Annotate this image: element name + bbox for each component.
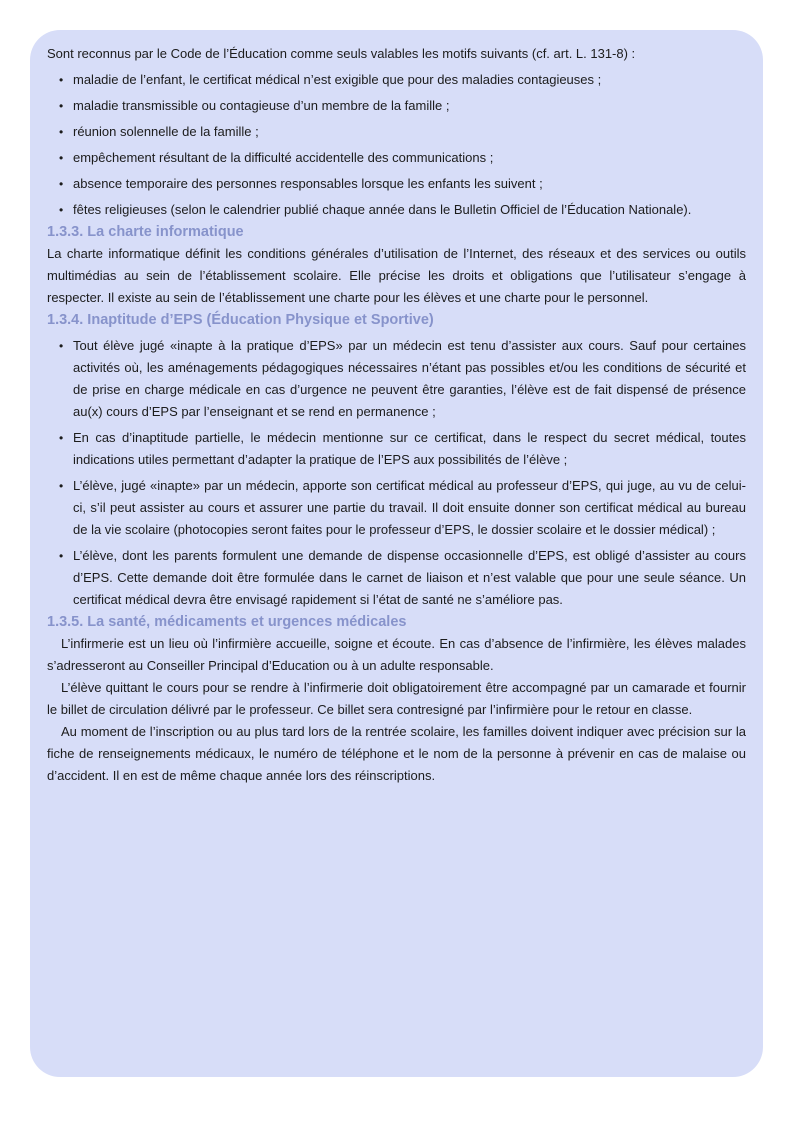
sante-paragraph: Au moment de l’inscription ou au plus tard lors de la rentrée scolaire, les familles doivent indiquer avec précision sur la fiche de renseignements médicaux, le numéro de téléphone et le nom de la personne à prévenir en cas de malaise ou d’accident. Il en est de même chaque année lors des réinscriptions.	[47, 724, 746, 783]
section-heading-133: 1.3.3. La charte informatique	[47, 224, 244, 240]
motif-item: • fêtes religieuses (selon le calendrier publié chaque année dans le Bulletin Officiel de l’Éducation Nationale).	[47, 199, 746, 221]
section-heading-135: 1.3.5. La santé, médicaments et urgences médicales	[47, 614, 407, 630]
intro-paragraph: Sont reconnus par le Code de l’Éducation comme seuls valables les motifs suivants (cf. art. L. 131-8) :	[47, 46, 636, 61]
eps-list	[47, 335, 746, 611]
motif-item: • absence temporaire des personnes responsables lorsque les enfants les suivent ;	[47, 173, 746, 195]
motif-item: • maladie de l’enfant, le certificat médical n’est exigible que pour des maladies contagieuses ;	[47, 69, 746, 91]
eps-item: • L’élève, dont les parents formulent une demande de dispense occasionnelle d’EPS, est obligé d’assister au cours d’EPS. Cette demande doit être formulée dans le carnet de liaison et n’est valable que pour une seule séance. Un certificat médical devra être envisagé rapidement si l’état de santé ne s’améliore pas.	[47, 545, 746, 611]
eps-item: • L’élève, jugé «inapte» par un médecin, apporte son certificat médical au professeur d’EPS, qui juge, au vu de celui-ci, s’il peut assister au cours et assurer une partie du travail. Il doit ensuite donner son certificat médical au bureau de la vie scolaire (photocopies seront faites pour le professeur d’EPS, le dossier scolaire et le dossier médical) ;	[47, 475, 746, 541]
section-133-paragraph: La charte informatique définit les conditions générales d’utilisation de l’Internet, des réseaux et des services ou outils multimédias au sein de l’établissement scolaire. Elle précise les droits et obligations que l’utilisateur s’engage à respecter. Il existe au sein de l’établissement une charte pour les élèves et une charte pour le personnel.	[47, 246, 746, 305]
motifs-list	[47, 69, 746, 221]
eps-item: • En cas d’inaptitude partielle, le médecin mentionne sur ce certificat, dans le respect du secret médical, toutes indications utiles permettant d’adapter la pratique de l’EPS aux possibilités de l’élève ;	[47, 427, 746, 471]
eps-item: • Tout élève jugé «inapte à la pratique d’EPS» par un médecin est tenu d’assister aux cours. Sauf pour certaines activités où, les aménagements pédagogiques nécessaires n’étant pas possibles et/ou les conditions de sécurité et de prise en charge médicale en cas d’urgence ne peuvent être garanties, l’élève est de fait dispensé de présence au(x) cours d’EPS par l’enseignant et se rend en permanence ;	[47, 335, 746, 423]
motif-item: • empêchement résultant de la difficulté accidentelle des communications ;	[47, 147, 746, 169]
sante-paragraph: L’infirmerie est un lieu où l’infirmière accueille, soigne et écoute. En cas d’absence de l’infirmière, les élèves malades s’adresseront au Conseiller Principal d’Education ou à un adulte responsable.	[47, 636, 746, 673]
sante-paragraph: L’élève quittant le cours pour se rendre à l’infirmerie doit obligatoirement être accompagné par un camarade et fournir le billet de circulation délivré par le professeur. Ce billet sera contresigné par l’infirmière pour le retour en classe.	[47, 680, 746, 717]
motif-item: • réunion solennelle de la famille ;	[47, 121, 746, 143]
document-panel	[30, 30, 763, 1077]
motif-item: • maladie transmissible ou contagieuse d’un membre de la famille ;	[47, 95, 746, 117]
section-heading-134: 1.3.4. Inaptitude d’EPS (Éducation Physique et Sportive)	[47, 312, 434, 328]
